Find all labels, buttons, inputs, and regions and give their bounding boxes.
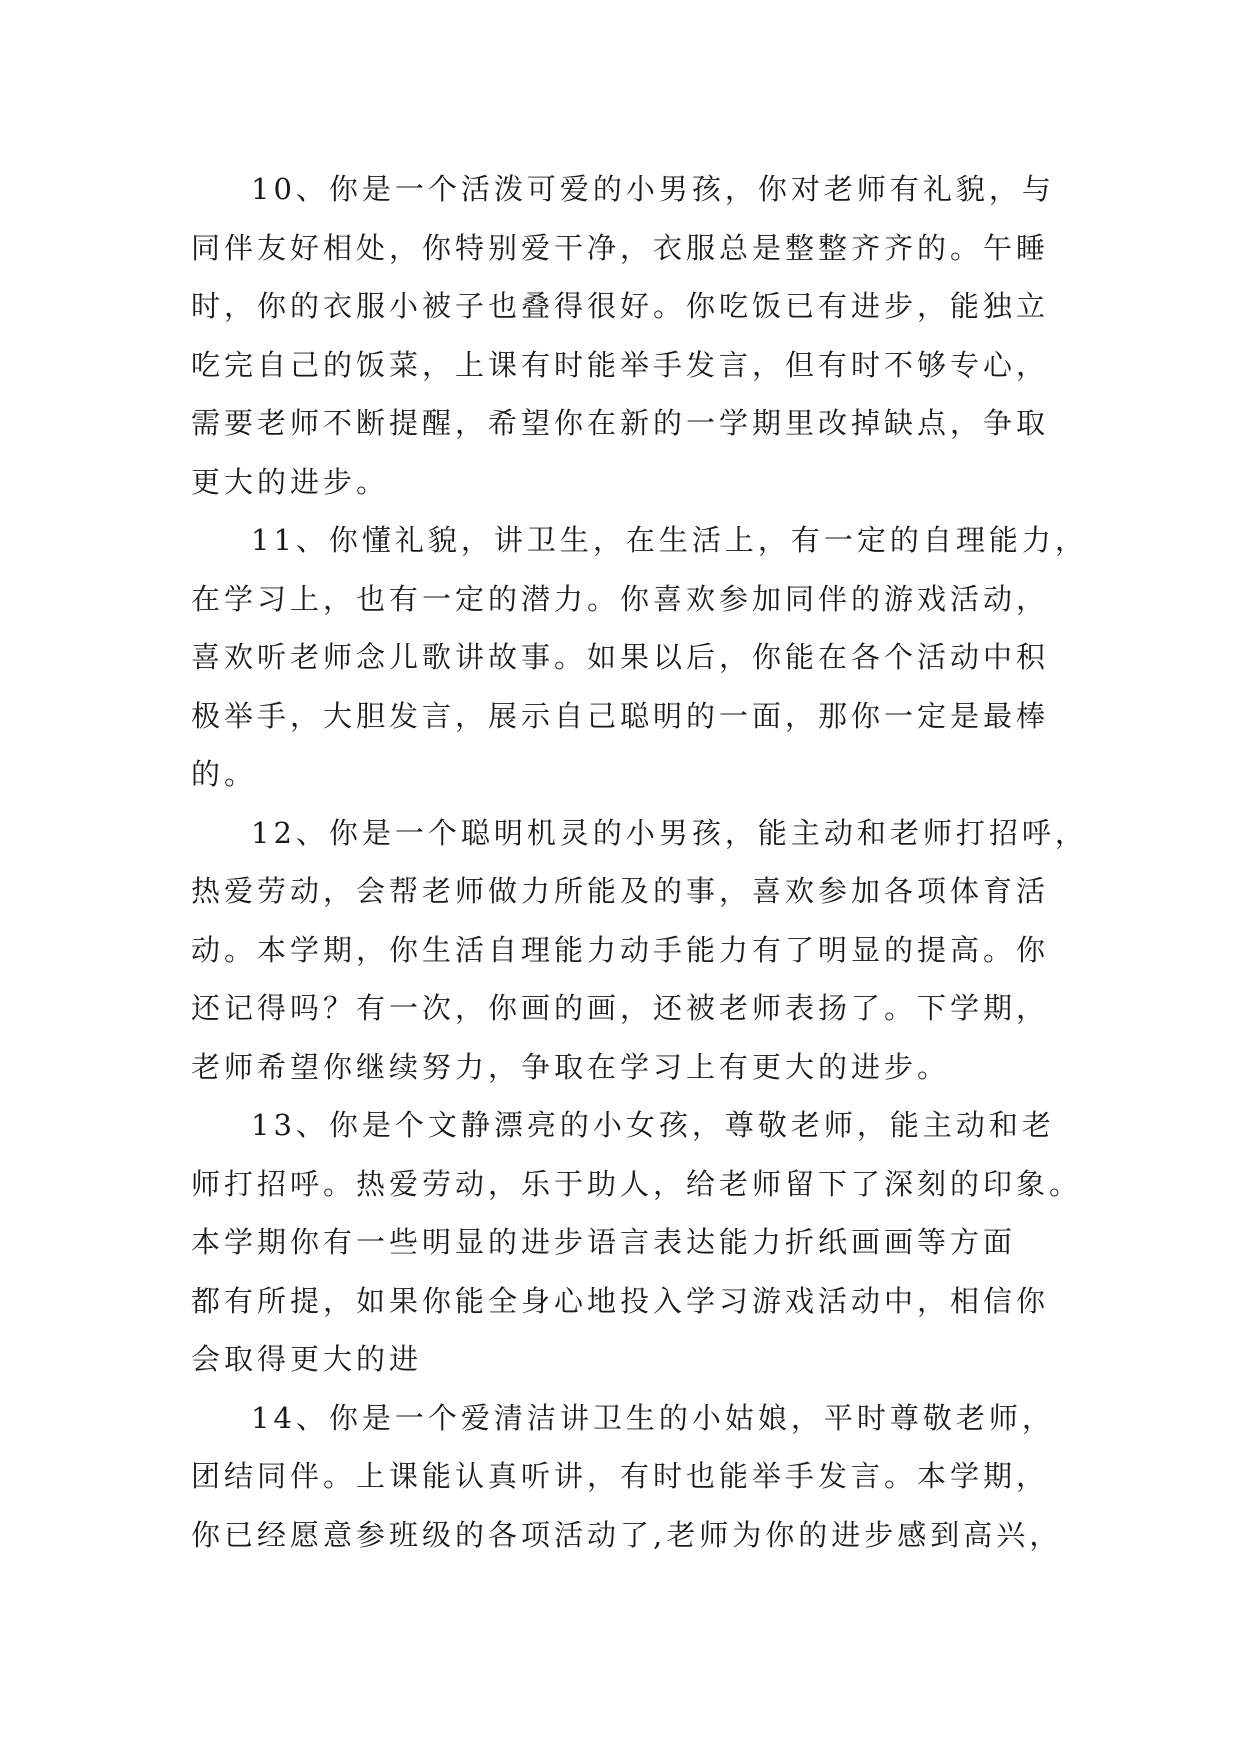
paragraph-12	[191, 804, 1088, 1097]
text-line: 团结同伴。上课能认真听讲，有时也能举手发言。本学期，	[191, 1459, 1050, 1493]
text-line: 同伴友好相处，你特别爱干净，衣服总是整整齐齐的。午睡	[191, 230, 1050, 265]
text-line: 还记得吗？有一次，你画的画，还被老师表扬了。下学期，	[191, 991, 1050, 1025]
paragraph-13	[191, 1096, 1083, 1389]
text-line: 热爱劳动，会帮老师做力所能及的事，喜欢参加各项体育活	[191, 874, 1050, 908]
text-line: 你已经愿意参班级的各项活动了,老师为你的进步感到高兴，	[191, 1517, 1063, 1552]
text-line: 本学期你有一些明显的进步语言表达能力折纸画画等方面	[191, 1225, 1017, 1259]
document-body	[191, 160, 1088, 1564]
text-line: 14、你是一个爱清洁讲卫生的小姑娘，平时尊敬老师，	[251, 1400, 1055, 1435]
text-line: 12、你是一个聪明机灵的小男孩，能主动和老师打招呼，	[251, 815, 1088, 850]
text-line: 需要老师不断提醒，希望你在新的一学期里改掉缺点，争取	[191, 406, 1050, 440]
text-line: 都有所提，如果你能全身心地投入学习游戏活动中，相信你	[191, 1283, 1050, 1318]
text-line: 吃完自己的饭菜，上课有时能举手发言，但有时不够专心，	[191, 347, 1050, 382]
text-line: 老师希望你继续努力，争取在学习上有更大的进步。	[191, 1049, 951, 1084]
paragraph-14	[191, 1389, 1071, 1565]
paragraph-10	[191, 160, 1071, 511]
text-line: 会取得更大的进	[191, 1342, 423, 1376]
text-line: 更大的进步。	[191, 464, 390, 499]
text-line: 的。	[191, 757, 258, 791]
text-line: 时，你的衣服小被子也叠得很好。你吃饭已有进步，能独立	[191, 289, 1050, 323]
text-line: 11、你懂礼貌，讲卫生，在生活上，有一定的自理能力，	[251, 523, 1088, 557]
text-line: 师打招呼。热爱劳动，乐于助人，给老师留下了深刻的印象。	[191, 1166, 1083, 1201]
text-line: 13、你是个文静漂亮的小女孩，尊敬老师，能主动和老	[251, 1108, 1055, 1142]
text-line: 10、你是一个活泼可爱的小男孩，你对老师有礼貌，与	[251, 172, 1055, 206]
text-line: 在学习上，也有一定的潜力。你喜欢参加同伴的游戏活动，	[191, 581, 1050, 616]
text-line: 喜欢听老师念儿歌讲故事。如果以后，你能在各个活动中积	[191, 640, 1050, 674]
paragraph-11	[191, 511, 1088, 804]
text-line: 极举手，大胆发言，展示自己聪明的一面，那你一定是最棒	[191, 698, 1050, 733]
text-line: 动。本学期，你生活自理能力动手能力有了明显的提高。你	[191, 932, 1050, 967]
